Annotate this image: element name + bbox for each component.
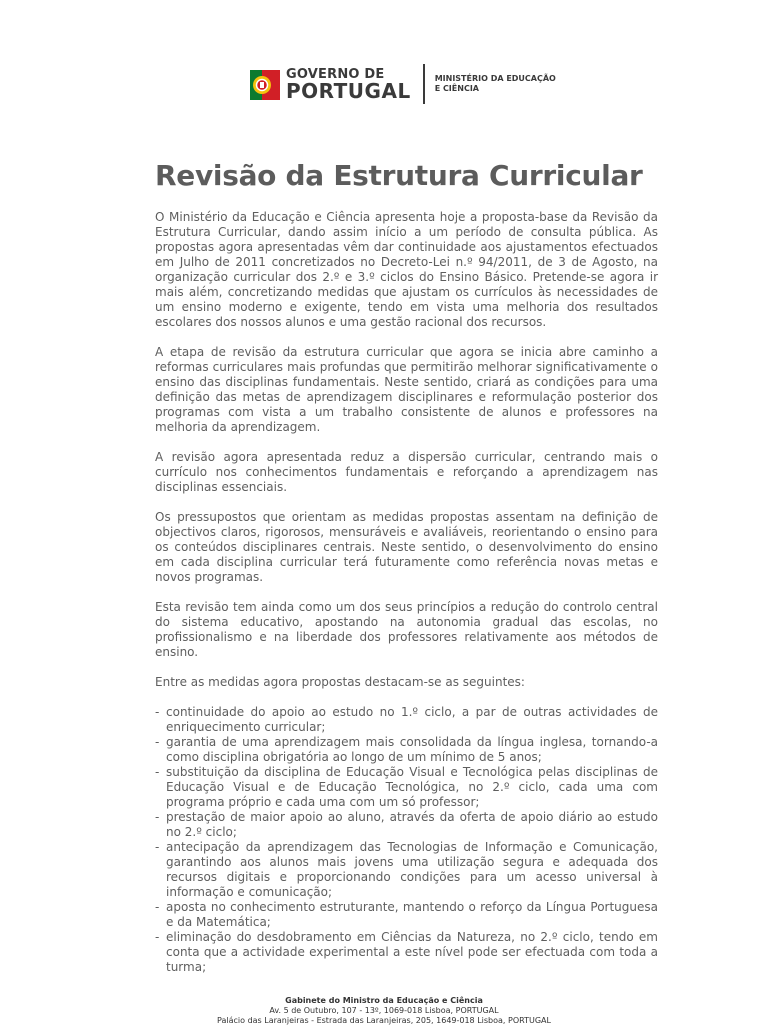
footer-office: Gabinete do Ministro da Educação e Ciência [285,996,483,1005]
list-item-text: garantia de uma aprendizagem mais consolidada da língua inglesa, tornando-a como disciplina obrigatória ao longo de um mínimo de 5 anos; [166,735,658,764]
paragraph: Esta revisão tem ainda como um dos seus princípios a redução do controlo central do sistema educativo, apostando na autonomia gradual das escolas, no profissionalismo e na liberdade dos professores relativamente aos métodos de ensino. [155,600,658,659]
bullet-dash: - [155,705,160,719]
paragraph: O Ministério da Educação e Ciência apresenta hoje a proposta-base da Revisão da Estrutura Curricular, dando assim início a um período de consulta pública. As propostas agora apresentadas vêm dar continuidade aos ajustamentos efectuados em Julho de 2011 concretizados no Decreto-Lei n.º 94/2011, de 3 de Agosto, na organização curricular dos 2.º e 3.º ciclos do Ensino Básico. Pretende-se agora ir mais além, concretizando medidas que ajustam os currículos às necessidades de um ensino moderno e exigente, tendo em vista uma melhoria dos resultados escolares dos nossos alunos e uma gestão racional dos recursos. [155,210,658,329]
list-item-text: aposta no conhecimento estruturante, mantendo o reforço da Língua Portuguesa e da Matemática; [166,900,658,929]
bullet-dash: - [155,900,160,914]
paragraph: Os pressupostos que orientam as medidas propostas assentam na definição de objectivos claros, rigorosos, mensuráveis e avaliáveis, reorientando o ensino para os conteúdos disciplinares centrais. Neste sentido, o desenvolvimento do ensino em cada disciplina curricular terá futuramente como referência novas metas e novos programas. [155,510,658,584]
measures-list [155,705,658,975]
government-header [250,62,556,106]
list-item-text: eliminação do desdobramento em Ciências da Natureza, no 2.º ciclo, tendo em conta que a actividade experimental a este nível pode ser efectuada com toda a turma; [166,930,658,974]
bullet-dash: - [155,810,160,824]
ministry-line-1: MINISTÉRIO DA EDUCAÇÃO [434,73,556,83]
bullet-dash: - [155,735,160,749]
paragraph: A etapa de revisão da estrutura curricular que agora se inicia abre caminho a reformas curriculares mais profundas que permitirão melhorar significativamente o ensino das disciplinas fundamentais. Neste sentido, criará as condições para uma definição das metas de aprendizagem disciplinares e reformulação posterior dos programas com vista a um trabalho consistente de alunos e professores na melhoria da aprendizagem. [155,345,658,434]
list-item [155,765,658,810]
header-divider [423,64,425,104]
gov-line-1: GOVERNO DE [286,66,385,82]
list-item [155,735,658,765]
document-body [155,210,658,975]
list-item [155,705,658,735]
government-wordmark [286,68,411,101]
list-item [155,840,658,900]
ministry-line-2: E CIÊNCIA [434,84,479,93]
bullet-dash: - [155,840,160,854]
list-item-text: substituição da disciplina de Educação Visual e Tecnológica pelas disciplinas de Educação Visual e de Educação Tecnológica, no 2.º ciclo, cada uma com programa próprio e cada uma com um só professor; [166,765,658,809]
document-title: Revisão da Estrutura Curricular [155,159,643,192]
gov-line-2: PORTUGAL [286,78,411,103]
ministry-label [435,74,556,95]
list-item [155,900,658,930]
bullet-dash: - [155,930,160,944]
list-item-text: antecipação da aprendizagem das Tecnologias de Informação e Comunicação, garantindo aos alunos mais jovens uma utilização segura e adequada dos recursos digitais e proporcionando condições para um acesso universal à informação e comunicação; [166,840,658,899]
page-footer [0,996,768,1026]
list-item-text: prestação de maior apoio ao aluno, através da oferta de apoio diário ao estudo no 2.º ciclo; [166,810,658,839]
list-item [155,810,658,840]
list-item-text: continuidade do apoio ao estudo no 1.º ciclo, a par de outras actividades de enriquecimento curricular; [166,705,658,734]
paragraph: A revisão agora apresentada reduz a dispersão curricular, centrando mais o currículo nos conhecimentos fundamentais e reforçando a aprendizagem nas disciplinas essenciais. [155,450,658,494]
paragraph: Entre as medidas agora propostas destacam-se as seguintes: [155,675,525,689]
list-item [155,930,658,975]
footer-address-secondary: Palácio das Laranjeiras - Estrada das Laranjeiras, 205, 1649-018 Lisboa, PORTUGAL [217,1016,551,1025]
bullet-dash: - [155,765,160,779]
portugal-emblem-icon [250,62,280,106]
footer-address: Av. 5 de Outubro, 107 - 13º, 1069-018 Lisboa, PORTUGAL [269,1006,499,1015]
